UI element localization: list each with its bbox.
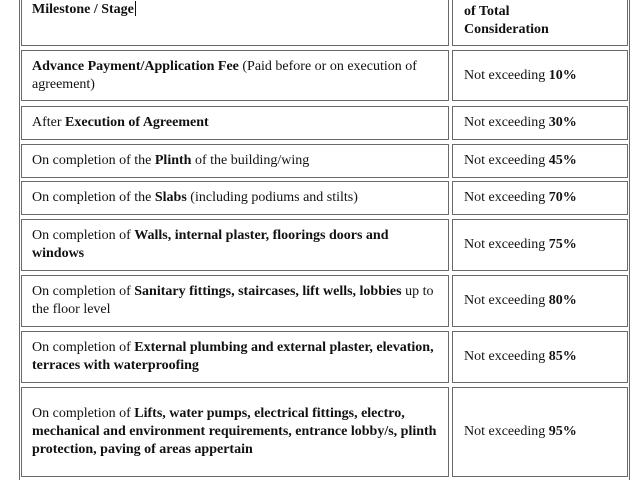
limit-prefix: Not exceeding — [464, 349, 549, 364]
header-stage-cell[interactable] — [21, 0, 449, 46]
stage-text: up to the floor level — [32, 284, 434, 317]
stage-bold-text: External plumbing and external plaster, elevation, terraces with waterproofing — [32, 340, 434, 373]
table-row-stage — [21, 144, 449, 178]
table-right-border — [629, 0, 630, 480]
table-row-limit — [452, 181, 628, 215]
limit-percentage: 85% — [548, 349, 577, 364]
table-row-limit — [452, 50, 628, 101]
stage-text: On completion of the — [32, 153, 155, 168]
header-percentage-cell — [452, 0, 628, 46]
stage-text: On completion of — [32, 228, 135, 243]
table-row-limit — [452, 387, 628, 477]
table-row-limit — [452, 219, 628, 271]
limit-prefix: Not exceeding — [464, 424, 549, 439]
limit-percentage: 95% — [548, 424, 577, 439]
stage-bold-text: Walls, internal plaster, floorings doors and windows — [32, 228, 389, 261]
table-row-limit — [452, 331, 628, 383]
table-row-stage — [21, 275, 449, 327]
limit-prefix: Not exceeding — [464, 67, 549, 83]
stage-text: of the building/wing — [191, 153, 310, 168]
table-row-stage — [21, 50, 449, 101]
limit-percentage: 70% — [548, 190, 577, 205]
table-row-stage — [21, 387, 449, 477]
stage-text: (including podiums and stilts) — [186, 190, 358, 205]
table-row-stage — [21, 181, 449, 215]
table-row-stage — [21, 219, 449, 271]
header-stage-label: Milestone / Stage — [32, 2, 134, 17]
text-caret — [135, 1, 136, 16]
limit-percentage: 80% — [548, 293, 577, 308]
header-percentage-line2: Consideration — [464, 22, 549, 37]
stage-bold-text: Plinth — [154, 153, 192, 168]
stage-text: (Paid before or on execution of agreement) — [32, 58, 417, 92]
stage-text: On completion of the — [32, 190, 155, 205]
limit-prefix: Not exceeding — [464, 293, 549, 308]
stage-bold-text: Lifts, water pumps, electrical fittings, electro, mechanical and environment requirements, entrance lobby/s, plinth protection, paving of areas appertain — [32, 406, 437, 457]
table-row-limit — [452, 144, 628, 178]
header-percentage-line1: of Total — [464, 4, 510, 19]
table-row-limit — [452, 106, 628, 140]
stage-bold-text: Execution of Agreement — [65, 115, 209, 130]
limit-prefix: Not exceeding — [464, 115, 549, 130]
table-row-stage — [21, 106, 449, 140]
stage-bold-text: Advance Payment/Application Fee — [32, 58, 239, 74]
limit-percentage: 10% — [548, 67, 577, 83]
stage-text: On completion of — [32, 406, 135, 421]
table-row-limit — [452, 275, 628, 327]
limit-prefix: Not exceeding — [464, 237, 549, 252]
limit-percentage: 45% — [548, 153, 577, 168]
table-row-stage — [21, 331, 449, 383]
table-left-border — [19, 0, 20, 480]
stage-text: On completion of — [32, 284, 135, 299]
limit-percentage: 30% — [548, 115, 577, 130]
limit-prefix: Not exceeding — [464, 190, 549, 205]
stage-bold-text: Sanitary fittings, staircases, lift wells, lobbies — [134, 284, 402, 299]
stage-text: After — [32, 115, 66, 130]
stage-text: On completion of — [32, 340, 135, 355]
limit-prefix: Not exceeding — [464, 153, 549, 168]
limit-percentage: 75% — [548, 237, 577, 252]
stage-bold-text: Slabs — [154, 190, 187, 205]
